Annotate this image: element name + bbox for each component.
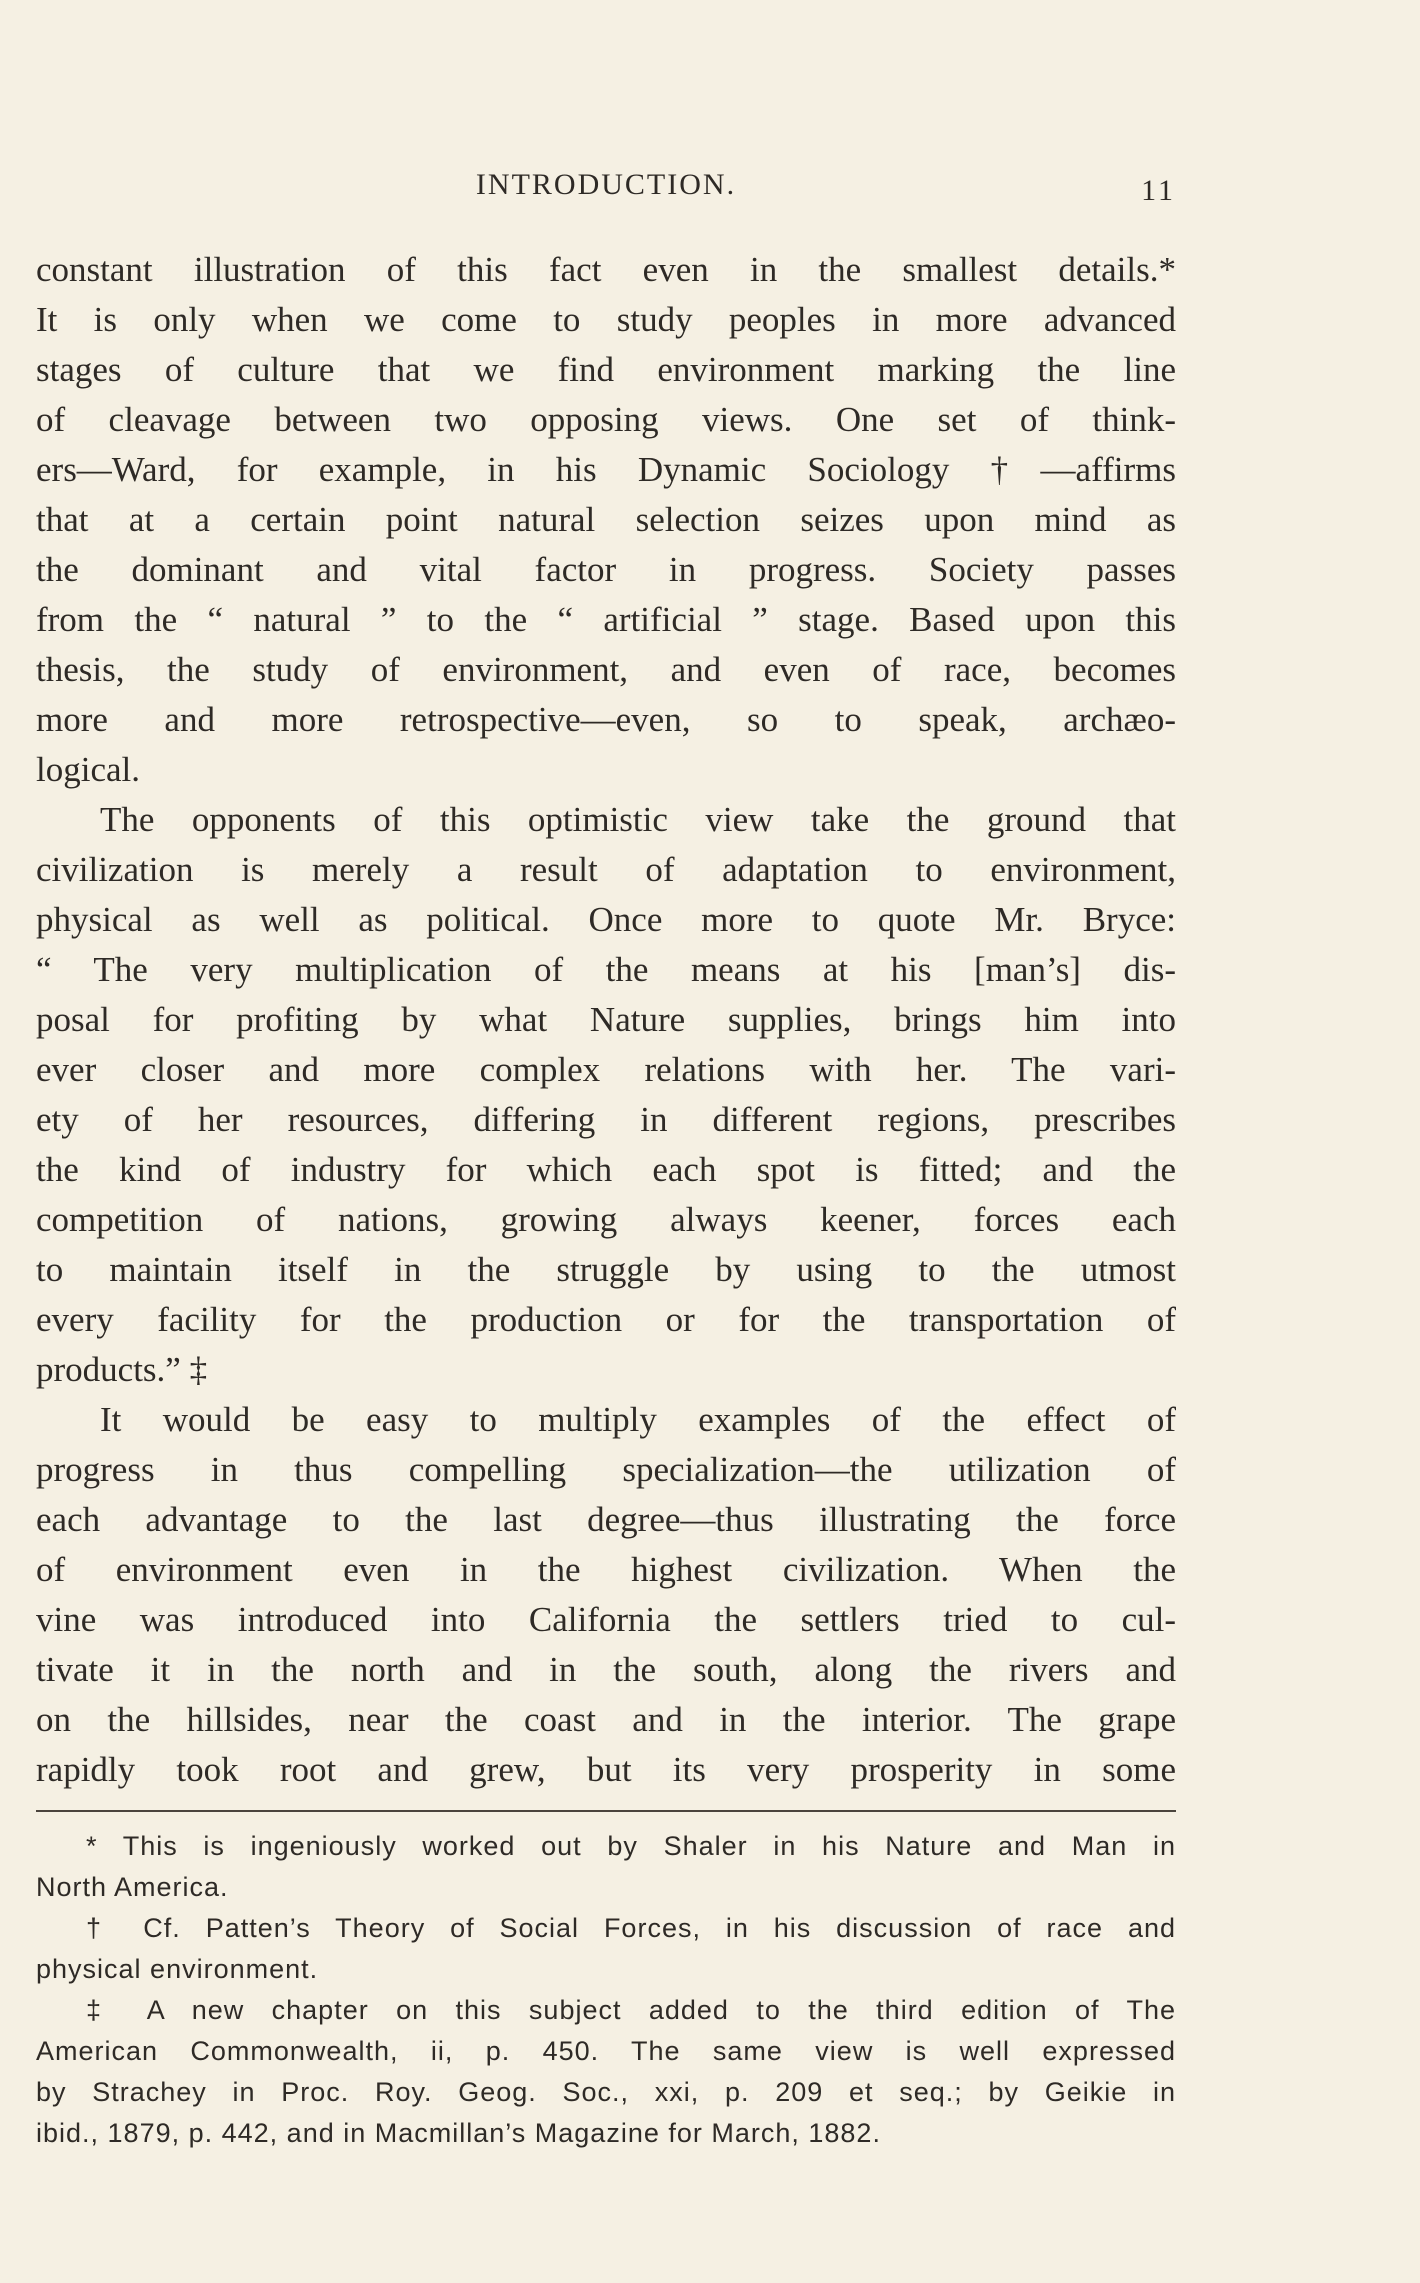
running-head bbox=[36, 168, 1176, 208]
body-line: from the “ natural ” to the “ artificial ” stage. Based upon this bbox=[36, 600, 1176, 639]
body-line: the dominant and vital factor in progress. Society passes bbox=[36, 550, 1176, 589]
body-line: tivate it in the north and in the south, along the rivers and bbox=[36, 1650, 1176, 1689]
page-number: 11 bbox=[1141, 174, 1176, 207]
body-line: physical as well as political. Once more to quote Mr. Bryce: bbox=[36, 900, 1176, 939]
footnote-line: † Cf. Patten’s Theory of Social Forces, in his discussion of race and bbox=[86, 1913, 1176, 1943]
body-line: stages of culture that we find environment marking the line bbox=[36, 350, 1176, 389]
footnote-line: ‡ A new chapter on this subject added to the third edition of The bbox=[86, 1995, 1176, 2025]
body-line: constant illustration of this fact even in the smallest details.* bbox=[36, 250, 1176, 289]
body-line: rapidly took root and grew, but its very prosperity in some bbox=[36, 1750, 1176, 1789]
body-line: on the hillsides, near the coast and in the interior. The grape bbox=[36, 1700, 1176, 1739]
body-line: every facility for the production or for the transportation of bbox=[36, 1300, 1176, 1339]
footnote-line: by Strachey in Proc. Roy. Geog. Soc., xxi, p. 209 et seq.; by Geikie in bbox=[36, 2077, 1176, 2107]
body-line: civilization is merely a result of adaptation to environment, bbox=[36, 850, 1176, 889]
footnote-line: ibid., 1879, p. 442, and in Macmillan’s Magazine for March, 1882. bbox=[36, 2118, 881, 2148]
body-line: of cleavage between two opposing views. One set of think- bbox=[36, 400, 1176, 439]
body-line: posal for profiting by what Nature supplies, brings him into bbox=[36, 1000, 1176, 1039]
body-line: vine was introduced into California the settlers tried to cul- bbox=[36, 1600, 1176, 1639]
body-line: that at a certain point natural selection seizes upon mind as bbox=[36, 500, 1176, 539]
body-line: ever closer and more complex relations with her. The vari- bbox=[36, 1050, 1176, 1089]
body-line: It would be easy to multiply examples of the effect of bbox=[100, 1400, 1176, 1439]
body-line: each advantage to the last degree—thus illustrating the force bbox=[36, 1500, 1176, 1539]
body-line: It is only when we come to study peoples in more advanced bbox=[36, 300, 1176, 339]
footnote-divider bbox=[36, 1810, 1176, 1812]
body-line: to maintain itself in the struggle by using to the utmost bbox=[36, 1250, 1176, 1289]
running-title: INTRODUCTION. bbox=[475, 168, 737, 201]
body-line: more and more retrospective—even, so to speak, archæo- bbox=[36, 700, 1176, 739]
body-line: logical. bbox=[36, 750, 140, 789]
body-line: of environment even in the highest civilization. When the bbox=[36, 1550, 1176, 1589]
footnote-line: American Commonwealth, ii, p. 450. The same view is well expressed bbox=[36, 2036, 1176, 2066]
body-line: progress in thus compelling specialization—the utilization of bbox=[36, 1450, 1176, 1489]
body-line: “ The very multiplication of the means at his [man’s] dis- bbox=[36, 950, 1176, 989]
body-line: competition of nations, growing always keener, forces each bbox=[36, 1200, 1176, 1239]
body-line: The opponents of this optimistic view take the ground that bbox=[100, 800, 1176, 839]
footnote-line: North America. bbox=[36, 1872, 229, 1902]
body-line: ers—Ward, for example, in his Dynamic Sociology †—affirms bbox=[36, 450, 1176, 489]
body-line: products.” ‡ bbox=[36, 1350, 208, 1389]
footnote-line: * This is ingeniously worked out by Shaler in his Nature and Man in bbox=[86, 1831, 1176, 1861]
footnote-line: physical environment. bbox=[36, 1954, 319, 1984]
body-text bbox=[36, 245, 1176, 1795]
body-line: the kind of industry for which each spot is fitted; and the bbox=[36, 1150, 1176, 1189]
body-line: thesis, the study of environment, and even of race, becomes bbox=[36, 650, 1176, 689]
footnotes bbox=[36, 1826, 1176, 2154]
body-line: ety of her resources, differing in different regions, prescribes bbox=[36, 1100, 1176, 1139]
